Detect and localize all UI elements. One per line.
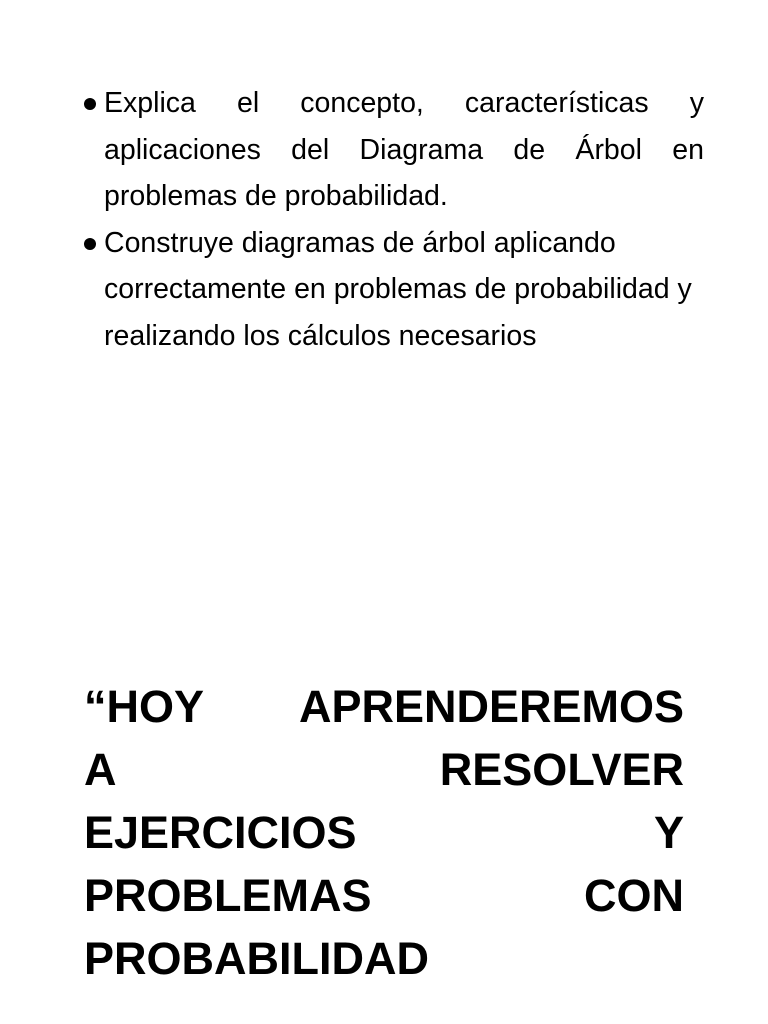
motto-line: EJERCICIOS Y	[84, 807, 684, 858]
bullet-icon	[84, 238, 96, 250]
objectives-list	[84, 80, 704, 359]
motto-line: PROBABILIDAD	[84, 933, 429, 984]
motto-line: PROBLEMAS CON	[84, 870, 684, 921]
motto-line: A RESOLVER	[84, 744, 684, 795]
objective-item-construct	[84, 220, 704, 360]
objective-text: Explica el concepto, características y aplicaciones del Diagrama de Árbol en problemas de probabilidad.	[104, 87, 704, 212]
motto-heading	[84, 675, 684, 990]
bullet-icon	[84, 98, 96, 110]
objective-text: Construye diagramas de árbol aplicando correctamente en problemas de probabilidad y realizando los cálculos necesarios	[104, 226, 692, 352]
motto-line: “HOY APRENDEREMOS	[84, 681, 684, 732]
objective-item-concept	[84, 80, 704, 220]
